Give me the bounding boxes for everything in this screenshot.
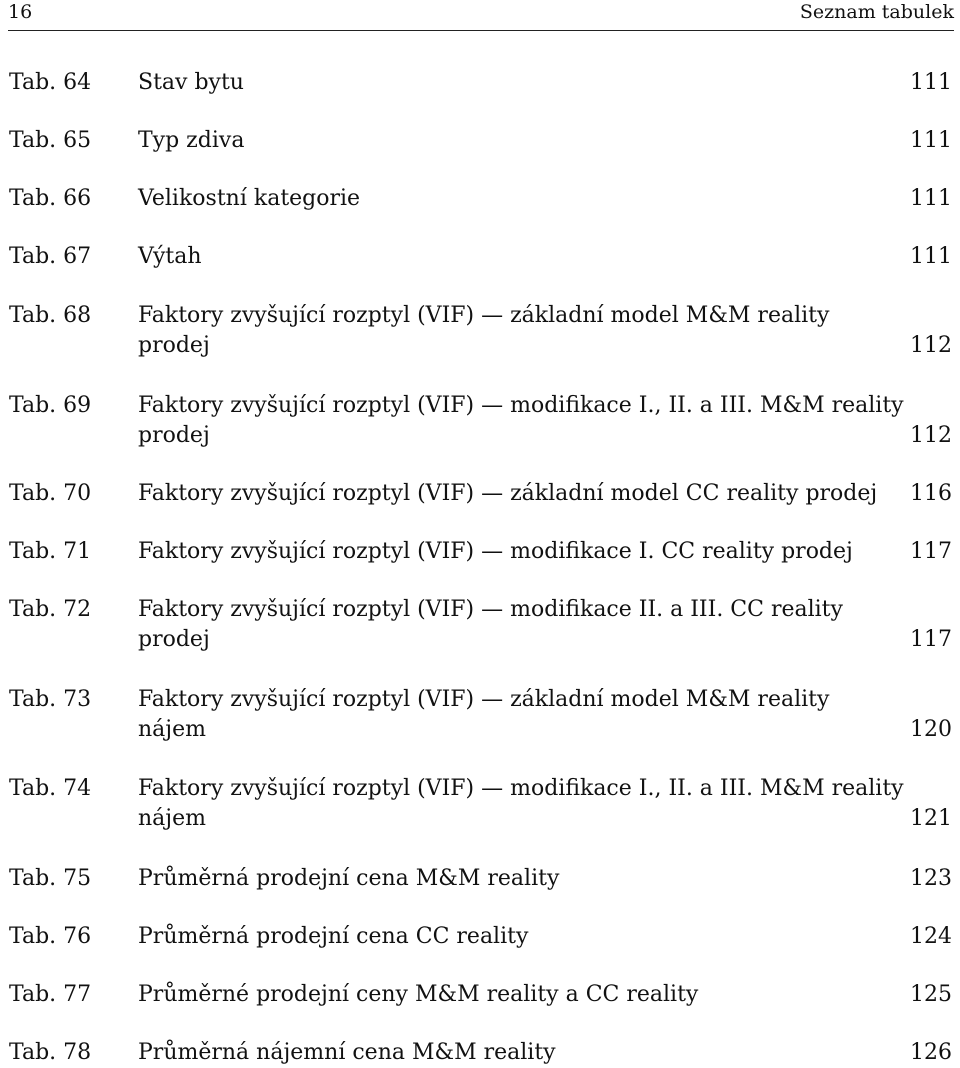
entry-title — [138, 595, 898, 655]
entry-title-line: Stav bytu — [138, 70, 244, 95]
entry-title-line: Průměrná nájemní cena M&M reality — [138, 1040, 556, 1065]
page-reference: 117 — [910, 539, 952, 564]
entry-title — [138, 864, 898, 894]
running-title: Seznam tabulek — [799, 1, 954, 23]
page-reference: 126 — [910, 1040, 952, 1065]
entry-title-line: prodej — [138, 423, 210, 448]
entry-title-line: Faktory zvyšující rozptyl (VIF) — modifikace I., II. a III. M&M reality — [138, 393, 904, 418]
entry-title — [138, 301, 898, 361]
entry-title — [138, 242, 898, 272]
tab-label: Tab. 68 — [9, 303, 92, 328]
page-reference: 117 — [910, 627, 952, 652]
page-reference: 111 — [910, 70, 952, 95]
page-reference: 112 — [910, 333, 952, 358]
tab-label: Tab. 66 — [9, 186, 92, 211]
entry-title-line: Výtah — [138, 244, 202, 269]
page-reference: 120 — [910, 717, 952, 742]
page-reference: 125 — [910, 982, 952, 1007]
entry-title-line: nájem — [138, 717, 206, 742]
entry-title-line: Typ zdiva — [138, 128, 245, 153]
tab-label: Tab. 67 — [9, 244, 92, 269]
page-reference: 111 — [910, 244, 952, 269]
entry-title-line: Faktory zvyšující rozptyl (VIF) — modifikace I. CC reality prodej — [138, 539, 853, 564]
tab-label: Tab. 76 — [9, 924, 92, 949]
entry-title — [138, 126, 898, 156]
tab-label: Tab. 65 — [9, 128, 92, 153]
page-reference: 111 — [910, 128, 952, 153]
entry-title-line: Faktory zvyšující rozptyl (VIF) — základní model CC reality prodej — [138, 481, 878, 506]
entry-title-line: Průměrná prodejní cena CC reality — [138, 924, 529, 949]
tab-label: Tab. 74 — [9, 776, 92, 801]
entry-title-line: nájem — [138, 806, 206, 831]
entry-title — [138, 68, 898, 98]
tab-label: Tab. 64 — [9, 70, 92, 95]
tab-label: Tab. 73 — [9, 687, 92, 712]
tab-label: Tab. 77 — [9, 982, 92, 1007]
tab-label: Tab. 69 — [9, 393, 92, 418]
entry-title-line: Faktory zvyšující rozptyl (VIF) — modifikace I., II. a III. M&M reality — [138, 776, 904, 801]
page-reference: 112 — [910, 423, 952, 448]
entry-title — [138, 980, 898, 1010]
entry-title-line: Průměrná prodejní cena M&M reality — [138, 866, 560, 891]
page-reference: 116 — [910, 481, 952, 506]
entry-title — [138, 184, 898, 214]
tab-label: Tab. 70 — [9, 481, 92, 506]
page-reference: 124 — [910, 924, 952, 949]
entry-title-line: Faktory zvyšující rozptyl (VIF) — základní model M&M reality — [138, 303, 830, 328]
page-reference: 111 — [910, 186, 952, 211]
entry-title-line: Velikostní kategorie — [138, 186, 361, 211]
entry-title-line: Faktory zvyšující rozptyl (VIF) — modifikace II. a III. CC reality — [138, 597, 843, 622]
entry-title-line: prodej — [138, 627, 210, 652]
entry-title — [138, 537, 898, 567]
entry-title-line: Průměrné prodejní ceny M&M reality a CC reality — [138, 982, 699, 1007]
tab-label: Tab. 78 — [9, 1040, 92, 1065]
tab-label: Tab. 75 — [9, 866, 92, 891]
page-reference: 121 — [910, 806, 952, 831]
page-number: 16 — [8, 1, 33, 23]
entry-title — [138, 685, 898, 745]
entry-title — [138, 479, 898, 509]
tab-label: Tab. 71 — [9, 539, 92, 564]
entry-title-line: Faktory zvyšující rozptyl (VIF) — základní model M&M reality — [138, 687, 830, 712]
page-reference: 123 — [910, 866, 952, 891]
entry-title — [138, 1038, 898, 1068]
tab-label: Tab. 72 — [9, 597, 92, 622]
entry-title — [138, 391, 904, 451]
entry-title — [138, 774, 904, 834]
entry-title — [138, 922, 898, 952]
entry-title-line: prodej — [138, 333, 210, 358]
